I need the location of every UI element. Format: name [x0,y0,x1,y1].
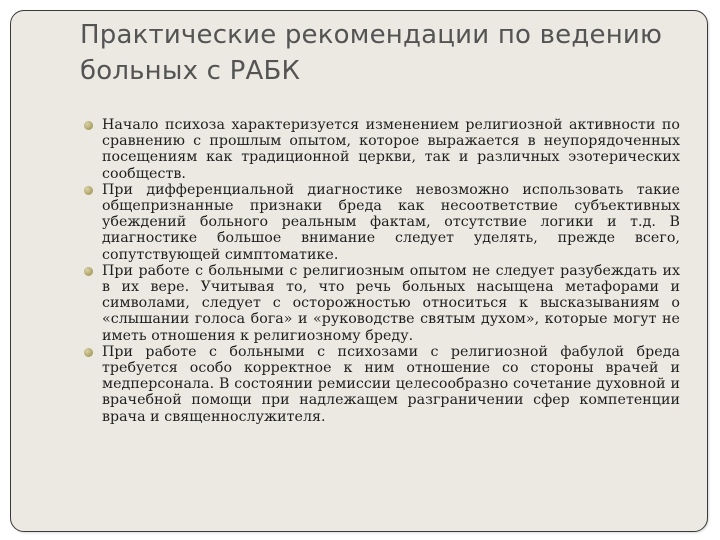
bullet-dot-icon [84,267,93,276]
bullet-dot-icon [84,121,93,130]
bullet-text: При работе с больными с религиозным опытом не следует разубеждать их в их вере. Учитывая то, что речь больных насыщена метафорами и символами, следует с осторожностью относиться к высказываниям о «слышании голоса бога» и «руководстве святым духом», которые могут не иметь отношения к религиозному бреду. [102,262,680,344]
bullet-list [80,117,680,425]
bullet-dot-icon [84,186,93,195]
bullet-text: При работе с больными с психозами с религиозной фабулой бреда требуется особо корректное к ним отношение со стороны врачей и медперсонала. В состоянии ремиссии целесообразно сочетание духовной и врачебной помощи при надлежащем разграничении сфер компетенции врача и священнослужителя. [102,343,680,425]
bullet-item [80,182,680,263]
bullet-text: При дифференциальной диагностике невозможно использовать такие общепризнанные признаки бреда как несоответствие субъективных убеждений больного реальным фактам, отсутствие логики и т.д. В диагностике большое внимание следует уделять, прежде всего, сопутствующей симптоматике. [102,181,680,263]
bullet-item [80,344,680,425]
bullet-item [80,117,680,182]
bullet-dot-icon [84,348,93,357]
bullet-text: Начало психоза характеризуется изменением религиозной активности по сравнению с прошлым опытом, которое выражается в неупорядоченных посещениям как традиционной церкви, так и различных эзотерических сообществ. [102,117,680,182]
bullet-item [80,263,680,344]
slide-title: Практические рекомендации по ведению больных с РАБК [80,20,663,86]
